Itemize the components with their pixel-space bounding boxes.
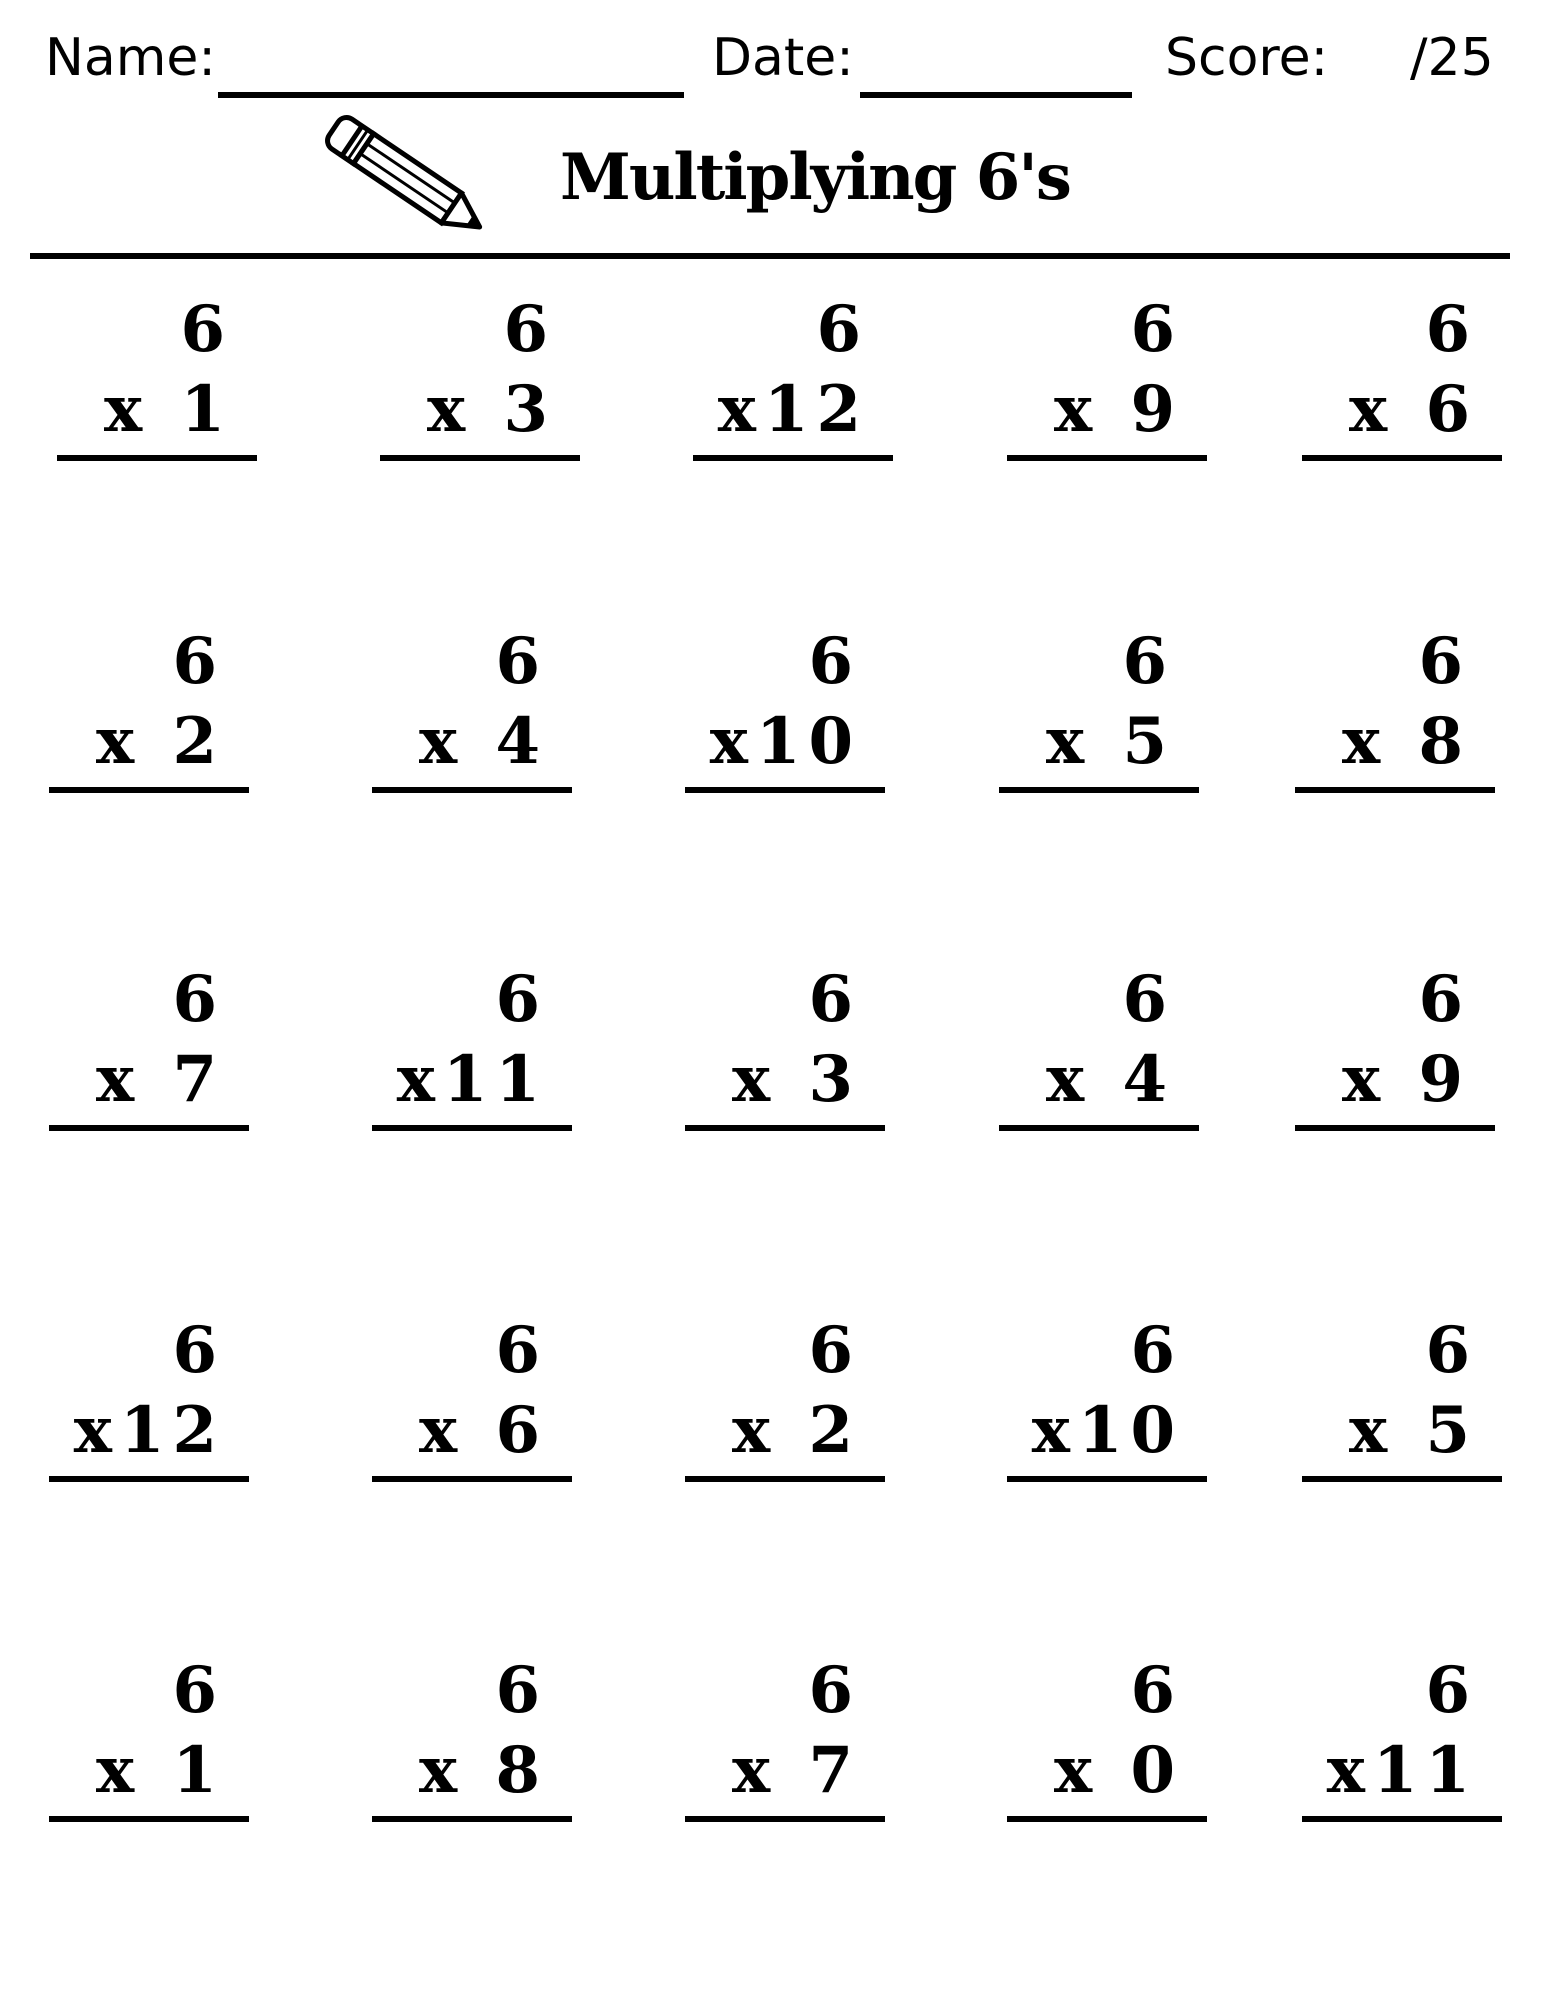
answer-line[interactable]	[372, 1476, 572, 1482]
problem	[49, 1653, 249, 1836]
problem-multiplier: x11	[396, 1042, 548, 1117]
problem-multiplier: x10	[709, 704, 861, 779]
answer-line[interactable]	[1007, 1476, 1207, 1482]
problem-multiplier: x 7	[732, 1733, 861, 1808]
problem-multiplier: x 9	[1054, 372, 1183, 447]
date-field[interactable]	[860, 92, 1132, 98]
problem-multiplier: x11	[1326, 1733, 1478, 1808]
problem-multiplicand: 6	[808, 1653, 861, 1728]
problem-multiplicand: 6	[816, 292, 869, 367]
problem-multiplier: x 2	[96, 704, 225, 779]
problem-multiplier: x 9	[1342, 1042, 1471, 1117]
answer-line[interactable]	[49, 1125, 249, 1131]
problem	[685, 1653, 885, 1836]
problem-multiplier: x 1	[96, 1733, 225, 1808]
problem-multiplicand: 6	[172, 962, 225, 1037]
problem-multiplier: x10	[1031, 1393, 1183, 1468]
problem-multiplicand: 6	[1130, 292, 1183, 367]
problem	[1007, 292, 1207, 475]
problem-multiplicand: 6	[172, 1313, 225, 1388]
problem-multiplicand: 6	[1130, 1653, 1183, 1728]
answer-line[interactable]	[685, 1816, 885, 1822]
problem	[999, 624, 1199, 807]
answer-line[interactable]	[999, 787, 1199, 793]
problem	[1302, 292, 1502, 475]
problem	[685, 962, 885, 1145]
problem-multiplicand: 6	[1425, 292, 1478, 367]
problem-multiplier: x 5	[1349, 1393, 1478, 1468]
problem-multiplier: x 7	[96, 1042, 225, 1117]
problem-multiplier: x 6	[1349, 372, 1478, 447]
answer-line[interactable]	[49, 787, 249, 793]
problem-multiplier: x 4	[419, 704, 548, 779]
problem	[1295, 962, 1495, 1145]
problem-multiplicand: 6	[808, 962, 861, 1037]
problem-multiplier: x 4	[1046, 1042, 1175, 1117]
problem-multiplicand: 6	[1425, 1653, 1478, 1728]
answer-line[interactable]	[685, 1125, 885, 1131]
problem-multiplicand: 6	[808, 624, 861, 699]
answer-line[interactable]	[685, 787, 885, 793]
problem-multiplier: x 2	[732, 1393, 861, 1468]
title-divider	[30, 253, 1510, 259]
problem-multiplicand: 6	[808, 1313, 861, 1388]
problem	[49, 624, 249, 807]
problem	[693, 292, 893, 475]
problem-multiplicand: 6	[495, 1653, 548, 1728]
problem	[685, 1313, 885, 1496]
problem	[372, 624, 572, 807]
answer-line[interactable]	[1007, 455, 1207, 461]
name-label: Name:	[45, 28, 216, 88]
problem-multiplicand: 6	[495, 962, 548, 1037]
problem	[1295, 624, 1495, 807]
answer-line[interactable]	[685, 1476, 885, 1482]
answer-line[interactable]	[372, 1816, 572, 1822]
problem-multiplicand: 6	[180, 292, 233, 367]
problem-multiplier: x 6	[419, 1393, 548, 1468]
problem-multiplicand: 6	[172, 1653, 225, 1728]
problem-multiplier: x 0	[1054, 1733, 1183, 1808]
problem-multiplier: x 3	[427, 372, 556, 447]
problem	[1007, 1313, 1207, 1496]
answer-line[interactable]	[49, 1816, 249, 1822]
problem	[57, 292, 257, 475]
problem	[372, 962, 572, 1145]
answer-line[interactable]	[49, 1476, 249, 1482]
problem-multiplicand: 6	[1122, 962, 1175, 1037]
answer-line[interactable]	[999, 1125, 1199, 1131]
score-label: Score:	[1165, 28, 1329, 88]
problem-multiplier: x12	[73, 1393, 225, 1468]
problem	[380, 292, 580, 475]
pencil-icon	[310, 110, 510, 250]
problem-multiplicand: 6	[1418, 962, 1471, 1037]
problem	[372, 1653, 572, 1836]
name-field[interactable]	[218, 92, 684, 98]
answer-line[interactable]	[1302, 1476, 1502, 1482]
date-label: Date:	[712, 28, 854, 88]
problem-multiplicand: 6	[503, 292, 556, 367]
answer-line[interactable]	[372, 1125, 572, 1131]
problem-multiplicand: 6	[172, 624, 225, 699]
answer-line[interactable]	[380, 455, 580, 461]
answer-line[interactable]	[1295, 1125, 1495, 1131]
problem	[372, 1313, 572, 1496]
problem	[1302, 1313, 1502, 1496]
problem	[1007, 1653, 1207, 1836]
problem	[685, 624, 885, 807]
answer-line[interactable]	[1295, 787, 1495, 793]
problem	[999, 962, 1199, 1145]
problem-multiplicand: 6	[495, 624, 548, 699]
problem-multiplicand: 6	[1122, 624, 1175, 699]
answer-line[interactable]	[372, 787, 572, 793]
problem	[49, 962, 249, 1145]
problem-multiplicand: 6	[1130, 1313, 1183, 1388]
answer-line[interactable]	[1007, 1816, 1207, 1822]
problem-multiplicand: 6	[1425, 1313, 1478, 1388]
problem-multiplier: x 3	[732, 1042, 861, 1117]
answer-line[interactable]	[1302, 1816, 1502, 1822]
problem-multiplicand: 6	[1418, 624, 1471, 699]
problem-multiplier: x 8	[1342, 704, 1471, 779]
answer-line[interactable]	[1302, 455, 1502, 461]
problem	[49, 1313, 249, 1496]
problem-multiplier: x 5	[1046, 704, 1175, 779]
answer-line[interactable]	[693, 455, 893, 461]
problem-multiplier: x 8	[419, 1733, 548, 1808]
problem-multiplicand: 6	[495, 1313, 548, 1388]
answer-line[interactable]	[57, 455, 257, 461]
problem-multiplier: x 1	[104, 372, 233, 447]
score-total: /25	[1410, 28, 1494, 88]
problem	[1302, 1653, 1502, 1836]
page-title: Multiplying 6's	[560, 140, 1070, 215]
problem-multiplier: x12	[717, 372, 869, 447]
